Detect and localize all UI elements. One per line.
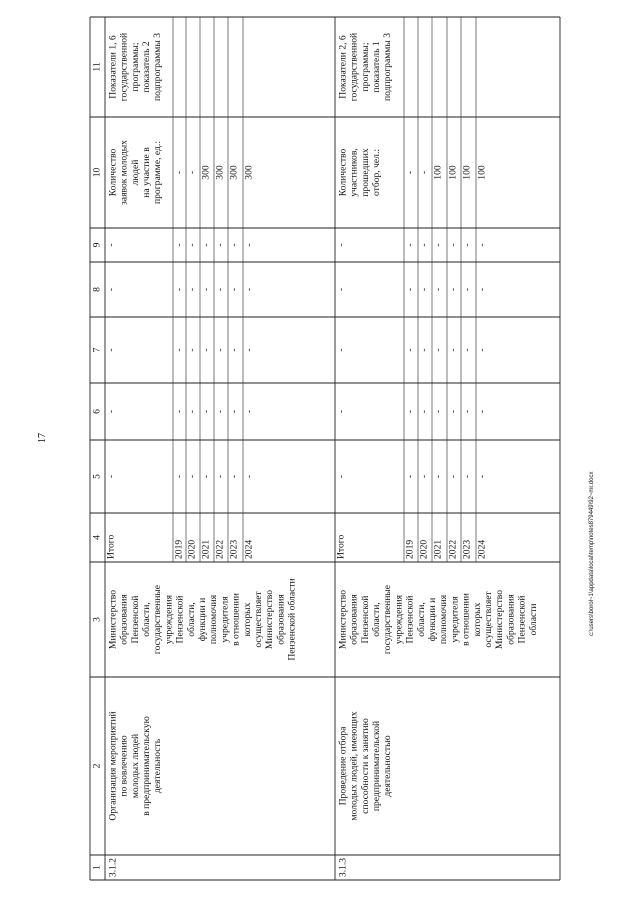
row-2-years-3 xyxy=(432,540,443,559)
row-1-name-line: по вовлечению xyxy=(118,735,130,797)
row-1-executor-line: Министерство xyxy=(264,589,276,650)
row-2-years-2-line: 2020 xyxy=(418,539,430,559)
row-1-c9-6 xyxy=(243,243,254,246)
row-2-years-1 xyxy=(404,540,415,559)
row-1-years-6 xyxy=(243,540,254,559)
page-number: 17 xyxy=(37,433,48,443)
row-2-c6-5-line: - xyxy=(461,409,473,414)
column-number-7-line: 7 xyxy=(91,347,103,353)
row-1-c7-3-line: - xyxy=(200,348,212,352)
row-2-c8-2 xyxy=(418,288,429,291)
row-1-c9-0 xyxy=(105,243,116,246)
row-2-c6-6 xyxy=(476,410,487,413)
row-1-indicator-name-line: заявок молодых xyxy=(118,140,130,205)
row-1-years-6-line: 2024 xyxy=(243,539,255,559)
column-number-9 xyxy=(91,242,102,247)
row-1-c9-4-line: - xyxy=(214,243,226,247)
row-2-c8-6-line: - xyxy=(476,287,488,292)
column-number-11-line: 11 xyxy=(91,62,103,72)
row-2-c6-4 xyxy=(447,410,458,413)
row-2-executor-line: функции и xyxy=(427,597,439,642)
row-2-c9-5-line: - xyxy=(461,243,473,247)
row-2-c7-5-line: - xyxy=(461,348,473,352)
row-2-c9-0 xyxy=(335,243,346,246)
row-2-c6-3 xyxy=(432,410,443,413)
row-2-indicator-value-2-line: 100 xyxy=(432,165,444,180)
row-1-c9-5-line: - xyxy=(228,243,240,247)
row-2-c9-3-line: - xyxy=(432,243,444,247)
row-1-executor-line: учредителя xyxy=(219,596,231,643)
row-2-c5-2-line: - xyxy=(418,474,430,479)
row-1-c5-2 xyxy=(186,475,197,478)
row-1-c7-3 xyxy=(200,348,211,351)
row-1-years-1-line: 2019 xyxy=(173,539,185,559)
column-number-10 xyxy=(91,168,102,178)
row-2-c7-5 xyxy=(461,348,472,351)
row-2-indicator-value-2 xyxy=(432,165,443,180)
row-1-c7-2-line: - xyxy=(186,348,198,352)
row-1-name-line: в предпринимательскую xyxy=(141,716,153,816)
row-2-years-1-line: 2019 xyxy=(404,539,416,559)
row-1-reference-line: показатель 2 xyxy=(141,41,153,93)
row-2-years-3-line: 2021 xyxy=(432,539,444,559)
row-2-c8-0-line: - xyxy=(335,287,347,292)
row-2-c9-3 xyxy=(432,243,443,246)
row-2-c6-1 xyxy=(404,410,415,413)
row-1-executor-line: учреждения xyxy=(163,594,175,645)
row-2-c8-1-line: - xyxy=(404,287,416,292)
row-2-indicator-name-line: отбор, чел.: xyxy=(371,148,383,197)
row-1-indicator-value-4-line: 300 xyxy=(228,165,240,180)
table-content xyxy=(91,33,538,877)
row-2-years-4 xyxy=(447,540,458,559)
row-1-executor-line: образования xyxy=(275,594,287,645)
row-1-c8-1 xyxy=(173,288,184,291)
row-2-years-5-line: 2023 xyxy=(461,539,473,559)
row-2-name-line: Проведение отбора xyxy=(337,726,349,806)
row-1-years-3-line: 2021 xyxy=(200,539,212,559)
row-2-c8-4 xyxy=(447,288,458,291)
column-number-5-line: 5 xyxy=(91,474,103,479)
row-1-c5-6 xyxy=(243,475,254,478)
row-1-c9-1-line: - xyxy=(173,243,185,247)
row-2-c9-4 xyxy=(447,243,458,246)
row-1-indicator-value-4 xyxy=(228,165,239,180)
row-2-c5-6-line: - xyxy=(476,474,488,479)
row-1-c6-6-line: - xyxy=(243,409,255,414)
row-1-c5-5-line: - xyxy=(228,474,240,479)
row-1-c9-5 xyxy=(228,243,239,246)
row-1-id-line: 3.1.2 xyxy=(107,857,119,878)
row-2-c6-5 xyxy=(461,410,472,413)
row-2-c9-1 xyxy=(404,243,415,246)
row-1-c8-6 xyxy=(243,288,254,291)
row-2-c5-0 xyxy=(335,475,346,478)
row-2-c6-1-line: - xyxy=(404,409,416,414)
column-number-4-line: 4 xyxy=(91,535,103,540)
row-1-c6-1 xyxy=(173,410,184,413)
row-1-years-3 xyxy=(200,540,211,559)
row-2-id xyxy=(337,858,348,877)
row-2-name-line: деятельностью xyxy=(382,735,394,797)
row-1-c6-6 xyxy=(243,410,254,413)
row-1-c7-1 xyxy=(173,348,184,351)
row-1-c5-4 xyxy=(214,475,225,478)
row-2-executor-line: Пензенской xyxy=(516,595,528,644)
row-2-c5-3 xyxy=(432,475,443,478)
row-1-c8-2 xyxy=(186,288,197,291)
row-1-executor-line: области, xyxy=(141,602,153,637)
row-1-c6-0-line: - xyxy=(105,409,117,414)
row-2-c6-0-line: - xyxy=(335,409,347,414)
row-2-name-line: предпринимательской xyxy=(371,720,383,812)
row-1-c6-0 xyxy=(105,410,116,413)
row-2-executor-line: области, xyxy=(415,602,427,637)
row-1-c7-0 xyxy=(105,348,116,351)
row-2-c8-6 xyxy=(476,288,487,291)
row-2-reference-line: подпрограммы 3 xyxy=(382,32,394,102)
row-1-c7-4-line: - xyxy=(214,348,226,352)
row-2-c9-6 xyxy=(476,243,487,246)
row-2-c5-5 xyxy=(461,475,472,478)
row-1-indicator-value-1-line: - xyxy=(186,170,198,175)
column-number-4 xyxy=(91,535,102,540)
row-2-indicator-name xyxy=(337,148,382,197)
row-2-years-2 xyxy=(418,540,429,559)
row-1-c7-1-line: - xyxy=(173,348,185,352)
row-2-c7-1 xyxy=(404,348,415,351)
row-2-reference-line: показатель 1 xyxy=(371,41,383,93)
row-1-reference-line: государственной xyxy=(118,32,130,102)
row-2-indicator-name-line: Количество xyxy=(337,148,349,197)
row-2-c6-3-line: - xyxy=(432,409,444,414)
row-2-c5-2 xyxy=(418,475,429,478)
row-1-name-line: деятельность xyxy=(152,738,164,794)
row-1-indicator-name-line: программе, ед.: xyxy=(152,141,164,204)
row-2-c5-5-line: - xyxy=(461,474,473,479)
row-1-years-5 xyxy=(228,540,239,559)
row-1-c7-5-line: - xyxy=(228,348,240,352)
row-2-executor-line: которых xyxy=(471,602,483,637)
row-2-indicator-value-5 xyxy=(476,165,487,180)
row-1-executor-line: полномочия xyxy=(208,594,220,645)
row-1-c8-0 xyxy=(105,288,116,291)
row-1-name-line: Организация мероприятий xyxy=(107,711,119,821)
row-2-c9-0-line: - xyxy=(335,243,347,247)
row-1-c9-3 xyxy=(200,243,211,246)
row-2-c5-1 xyxy=(404,475,415,478)
row-1-c9-3-line: - xyxy=(200,243,212,247)
row-2-indicator-name-line: участников, xyxy=(348,148,360,197)
row-2-executor-line: Пензенской xyxy=(404,595,416,644)
column-number-7 xyxy=(91,347,102,352)
row-2-executor-line: образования xyxy=(348,594,360,645)
column-number-6-line: 6 xyxy=(91,409,103,414)
row-1-executor-line: Пензенской xyxy=(174,595,186,644)
row-1-indicator-name-line: на участие в xyxy=(141,147,153,198)
row-1-id xyxy=(107,858,118,877)
row-1-years-1 xyxy=(173,540,184,559)
row-2-executor-line: государственные xyxy=(382,584,394,655)
row-1-c8-3 xyxy=(200,288,211,291)
row-1-c9-2 xyxy=(186,243,197,246)
row-2-c5-4-line: - xyxy=(447,474,459,479)
row-1-c9-1 xyxy=(173,243,184,246)
row-1-c9-2-line: - xyxy=(186,243,198,247)
row-2-c7-3 xyxy=(432,348,443,351)
row-1-c7-6-line: - xyxy=(243,348,255,352)
row-1-executor-line: в отношении xyxy=(230,593,242,646)
row-2-c6-0 xyxy=(335,410,346,413)
row-2-c7-6-line: - xyxy=(476,348,488,352)
row-2-c9-1-line: - xyxy=(404,243,416,247)
row-1-executor-line: государственные xyxy=(152,584,164,655)
row-1-c7-6 xyxy=(243,348,254,351)
row-1-c5-0-line: - xyxy=(105,474,117,479)
row-1-executor-line: осуществляет xyxy=(253,591,265,648)
row-1-executor-line: Министерство xyxy=(107,589,119,650)
row-1-c5-4-line: - xyxy=(214,474,226,479)
row-2-years-4-line: 2022 xyxy=(447,539,459,559)
row-1-years-0-line: Итого xyxy=(105,534,117,559)
row-2-indicator-value-3 xyxy=(447,165,458,180)
row-1-c6-2 xyxy=(186,410,197,413)
column-number-8 xyxy=(91,287,102,292)
row-1-indicator-value-5-line: 300 xyxy=(243,165,255,180)
row-2-years-5 xyxy=(461,540,472,559)
row-2-c8-3-line: - xyxy=(432,287,444,292)
row-2-c7-3-line: - xyxy=(432,348,444,352)
row-1-c6-3 xyxy=(200,410,211,413)
row-1-c6-4-line: - xyxy=(214,409,226,414)
row-2-executor-line: области, xyxy=(371,602,383,637)
row-1-c6-5 xyxy=(228,410,239,413)
row-1-c6-2-line: - xyxy=(186,409,198,414)
row-1-c7-5 xyxy=(228,348,239,351)
row-2-indicator-value-5-line: 100 xyxy=(476,165,488,180)
row-1-indicator-value-2-line: 300 xyxy=(200,165,212,180)
row-1-executor-line: Пензенской области xyxy=(286,578,298,661)
row-2-c9-4-line: - xyxy=(447,243,459,247)
column-number-9-line: 9 xyxy=(91,242,103,248)
row-1-c7-4 xyxy=(214,348,225,351)
row-2-c7-0-line: - xyxy=(335,348,347,352)
row-2-executor xyxy=(337,585,538,654)
row-2-c7-6 xyxy=(476,348,487,351)
row-2-name-line: молодых людей, имеющих xyxy=(348,711,360,821)
row-2-executor-line: в отношении xyxy=(460,593,472,646)
row-2-id-line: 3.1.3 xyxy=(337,857,349,878)
row-2-name xyxy=(337,711,393,820)
row-1-name xyxy=(107,711,163,820)
row-1-c5-6-line: - xyxy=(243,474,255,479)
row-1-indicator-value-5 xyxy=(243,165,254,180)
row-1-executor-line: Пензенской xyxy=(129,595,141,644)
row-1-c8-1-line: - xyxy=(173,287,185,292)
row-2-c8-5 xyxy=(461,288,472,291)
column-number-8-line: 8 xyxy=(91,287,103,292)
row-2-reference xyxy=(337,33,393,101)
row-2-executor-line: осуществляет xyxy=(483,591,495,648)
row-1-indicator-value-2 xyxy=(200,165,211,180)
row-2-executor-line: Министерство xyxy=(337,589,349,650)
row-1-c8-4 xyxy=(214,288,225,291)
row-2-executor-line: учреждения xyxy=(393,594,405,645)
row-2-c8-5-line: - xyxy=(461,287,473,292)
row-2-c5-1-line: - xyxy=(404,474,416,479)
row-2-years-0-line: Итого xyxy=(335,534,347,559)
row-1-indicator-value-0-line: - xyxy=(173,170,185,175)
column-number-10-line: 10 xyxy=(91,167,103,178)
row-2-years-6-line: 2024 xyxy=(476,539,488,559)
row-1-reference-line: программы; xyxy=(129,42,141,92)
row-1-indicator-value-3 xyxy=(214,165,225,180)
row-2-c7-2-line: - xyxy=(418,348,430,352)
row-1-c6-3-line: - xyxy=(200,409,212,414)
column-number-3-line: 3 xyxy=(91,617,103,622)
row-1-indicator-name-line: людей xyxy=(129,159,141,186)
row-2-c5-4 xyxy=(447,475,458,478)
row-2-executor-line: полномочия xyxy=(438,594,450,645)
row-2-c6-2-line: - xyxy=(418,409,430,414)
row-2-c5-0-line: - xyxy=(335,474,347,479)
row-1-c8-6-line: - xyxy=(243,287,255,292)
row-1-years-4-line: 2022 xyxy=(214,539,226,559)
row-1-c8-2-line: - xyxy=(186,287,198,292)
row-1-c7-2 xyxy=(186,348,197,351)
row-2-c6-6-line: - xyxy=(476,409,488,414)
row-1-c9-6-line: - xyxy=(243,243,255,247)
row-2-reference-line: государственной xyxy=(348,32,360,102)
row-2-c9-6-line: - xyxy=(476,243,488,247)
footer-file-path-text: c:\users\borol~1\appdata\local\temp\notes879449\92~mr.docx xyxy=(589,471,595,636)
row-1-indicator-value-3-line: 300 xyxy=(214,165,226,180)
row-2-indicator-value-3-line: 100 xyxy=(447,165,459,180)
row-1-c5-3 xyxy=(200,475,211,478)
row-1-years-0 xyxy=(105,535,116,559)
row-1-c8-3-line: - xyxy=(200,287,212,292)
column-number-2-line: 2 xyxy=(91,763,103,769)
row-2-c5-6 xyxy=(476,475,487,478)
row-1-c9-4 xyxy=(214,243,225,246)
row-1-executor-line: которых xyxy=(241,602,253,637)
row-1-executor-line: функции и xyxy=(197,597,209,642)
row-1-reference-line: подпрограммы 3 xyxy=(152,32,164,102)
row-1-name-line: молодых людей xyxy=(129,733,141,799)
column-number-1 xyxy=(91,865,102,870)
row-2-reference-line: Показатели 2, 6 xyxy=(337,35,349,99)
row-1-executor-line: области, xyxy=(185,602,197,637)
column-number-3 xyxy=(91,617,102,622)
row-1-c8-5-line: - xyxy=(228,287,240,292)
row-1-c6-1-line: - xyxy=(173,409,185,414)
row-1-c6-4 xyxy=(214,410,225,413)
row-2-c6-4-line: - xyxy=(447,409,459,414)
row-1-c5-5 xyxy=(228,475,239,478)
row-2-c8-4-line: - xyxy=(447,287,459,292)
row-1-executor-line: образования xyxy=(118,594,130,645)
row-2-indicator-value-1-line: - xyxy=(418,170,430,175)
row-1-c8-0-line: - xyxy=(105,287,117,292)
row-2-name-line: способности к занятию xyxy=(359,718,371,814)
row-2-reference-line: программы; xyxy=(359,42,371,92)
row-2-indicator-value-4-line: 100 xyxy=(461,165,473,180)
row-2-executor-line: образования xyxy=(505,594,517,645)
row-1-indicator-value-0 xyxy=(173,171,184,174)
row-1-c6-5-line: - xyxy=(228,409,240,414)
row-2-c7-4 xyxy=(447,348,458,351)
row-2-c7-4-line: - xyxy=(447,348,459,352)
row-1-c7-0-line: - xyxy=(105,348,117,352)
row-2-c8-2-line: - xyxy=(418,287,430,292)
row-1-c9-0-line: - xyxy=(105,243,117,247)
row-2-years-0 xyxy=(335,535,346,559)
row-2-c8-0 xyxy=(335,288,346,291)
row-2-years-6 xyxy=(476,540,487,559)
row-1-c5-1-line: - xyxy=(173,474,185,479)
row-1-years-5-line: 2023 xyxy=(228,539,240,559)
row-2-executor-line: Министерство xyxy=(494,589,506,650)
row-2-c9-2 xyxy=(418,243,429,246)
row-2-indicator-value-0-line: - xyxy=(404,170,416,175)
row-1-reference-line: Показатели 1, 6 xyxy=(107,35,119,99)
row-2-c7-2 xyxy=(418,348,429,351)
row-2-c5-3-line: - xyxy=(432,474,444,479)
row-1-c5-1 xyxy=(173,475,184,478)
row-2-c6-2 xyxy=(418,410,429,413)
row-2-c7-1-line: - xyxy=(404,348,416,352)
row-2-executor-line: Пензенской xyxy=(359,595,371,644)
row-2-executor-line: области xyxy=(527,603,539,636)
row-2-c7-0 xyxy=(335,348,346,351)
row-1-years-2 xyxy=(186,540,197,559)
row-2-c8-3 xyxy=(432,288,443,291)
column-number-5 xyxy=(91,474,102,479)
row-2-indicator-value-1 xyxy=(418,171,429,174)
row-2-executor-line: учредителя xyxy=(449,596,461,643)
row-1-indicator-value-1 xyxy=(186,171,197,174)
column-number-6 xyxy=(91,409,102,414)
row-1-indicator-name xyxy=(107,140,163,205)
row-2-c8-1 xyxy=(404,288,415,291)
row-1-years-2-line: 2020 xyxy=(186,539,198,559)
row-1-c5-0 xyxy=(105,475,116,478)
row-2-indicator-value-4 xyxy=(461,165,472,180)
column-number-11 xyxy=(91,62,102,71)
row-2-c9-2-line: - xyxy=(418,243,430,247)
row-1-executor xyxy=(107,578,297,660)
row-1-c8-4-line: - xyxy=(214,287,226,292)
row-2-c9-5 xyxy=(461,243,472,246)
row-1-indicator-name-line: Количество xyxy=(107,148,119,197)
row-1-c8-5 xyxy=(228,288,239,291)
column-number-2 xyxy=(91,763,102,768)
row-1-years-4 xyxy=(214,540,225,559)
row-1-reference xyxy=(107,33,163,101)
column-number-1-line: 1 xyxy=(91,865,103,870)
row-2-indicator-value-0 xyxy=(404,171,415,174)
row-2-indicator-name-line: прошедших xyxy=(359,148,371,197)
row-1-c5-3-line: - xyxy=(200,474,212,479)
row-1-c5-2-line: - xyxy=(186,474,198,479)
